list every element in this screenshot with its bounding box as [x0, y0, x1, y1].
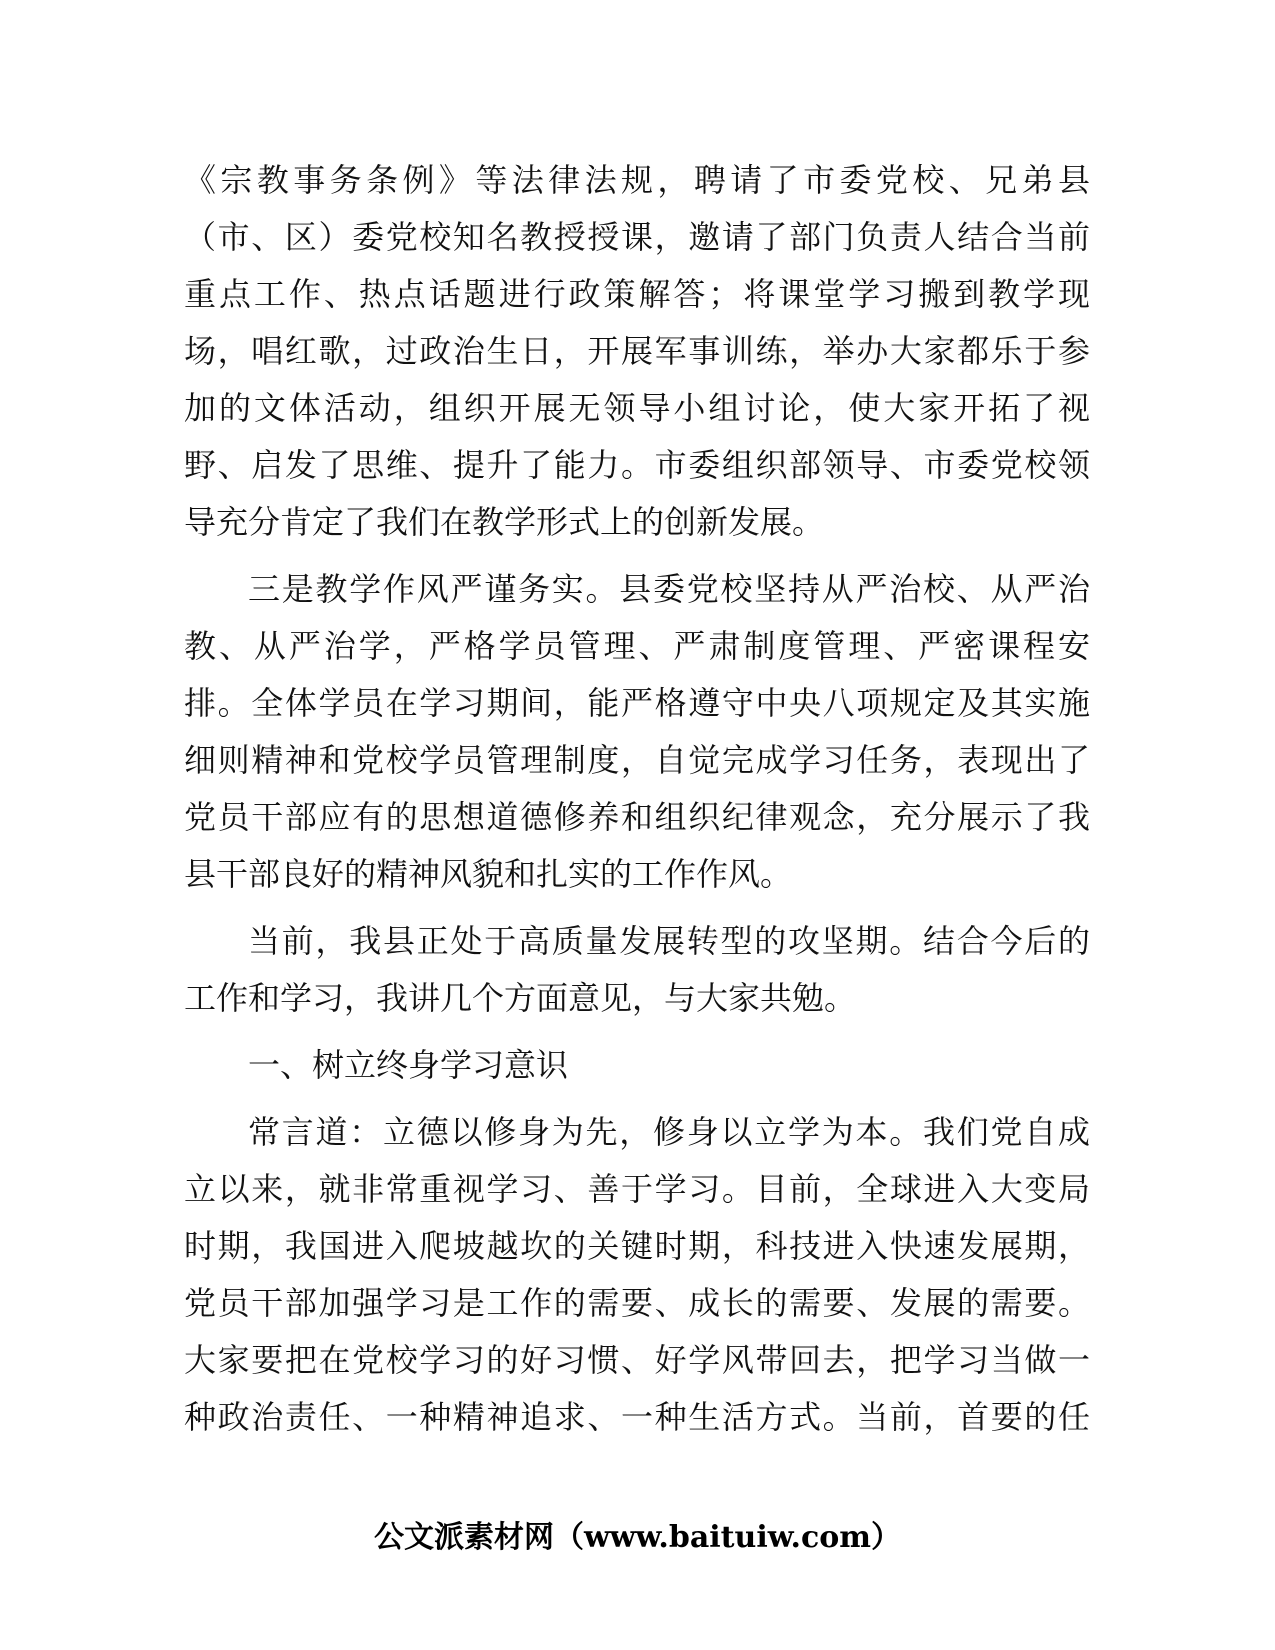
paragraph-line: 当前，我县正处于高质量发展转型的攻坚期。结合今后的 — [248, 922, 1090, 960]
paragraph-line: 重点工作、热点话题进行政策解答；将课堂学习搬到教学现 — [184, 275, 1090, 313]
paragraph-line: 工作和学习，我讲几个方面意见，与大家共勉。 — [184, 979, 857, 1017]
paragraph-line: 教、从严治学，严格学员管理、严肃制度管理、严密课程安 — [184, 627, 1090, 665]
section-heading: 一、树立终身学习意识 — [248, 1046, 569, 1084]
paragraph-line: 党员干部加强学习是工作的需要、成长的需要、发展的需要。 — [184, 1284, 1090, 1322]
page-footer-watermark: 公文派素材网（www.baituiw.com） — [373, 1520, 902, 1555]
paragraph-line: 种政治责任、一种精神追求、一种生活方式。当前，首要的任 — [184, 1398, 1090, 1436]
paragraph-line: 排。全体学员在学习期间，能严格遵守中央八项规定及其实施 — [184, 684, 1090, 722]
document-body — [184, 152, 1090, 1446]
paragraph-line: 县干部良好的精神风貌和扎实的工作作风。 — [184, 855, 793, 893]
paragraph-line: 大家要把在党校学习的好习惯、好学风带回去，把学习当做一 — [184, 1341, 1090, 1379]
paragraph-line: 细则精神和党校学员管理制度，自觉完成学习任务，表现出了 — [184, 741, 1090, 779]
paragraph-line: 《宗教事务条例》等法律法规，聘请了市委党校、兄弟县 — [184, 161, 1090, 199]
paragraph-line: （市、区）委党校知名教授授课，邀请了部门负责人结合当前 — [184, 218, 1090, 256]
paragraph-line: 三是教学作风严谨务实。县委党校坚持从严治校、从严治 — [248, 570, 1090, 608]
paragraph-line: 时期，我国进入爬坡越坎的关键时期，科技进入快速发展期， — [184, 1227, 1090, 1265]
paragraph-line: 党员干部应有的思想道德修养和组织纪律观念，充分展示了我 — [184, 798, 1090, 836]
paragraph-line: 立以来，就非常重视学习、善于学习。目前，全球进入大变局 — [184, 1170, 1090, 1208]
paragraph-line: 加的文体活动，组织开展无领导小组讨论，使大家开拓了视 — [184, 389, 1090, 427]
paragraph-line: 导充分肯定了我们在教学形式上的创新发展。 — [184, 503, 825, 541]
paragraph-line: 野、启发了思维、提升了能力。市委组织部领导、市委党校领 — [184, 446, 1090, 484]
paragraph-line: 场，唱红歌，过政治生日，开展军事训练，举办大家都乐于参 — [184, 332, 1090, 370]
paragraph-line: 常言道：立德以修身为先，修身以立学为本。我们党自成 — [248, 1113, 1090, 1151]
